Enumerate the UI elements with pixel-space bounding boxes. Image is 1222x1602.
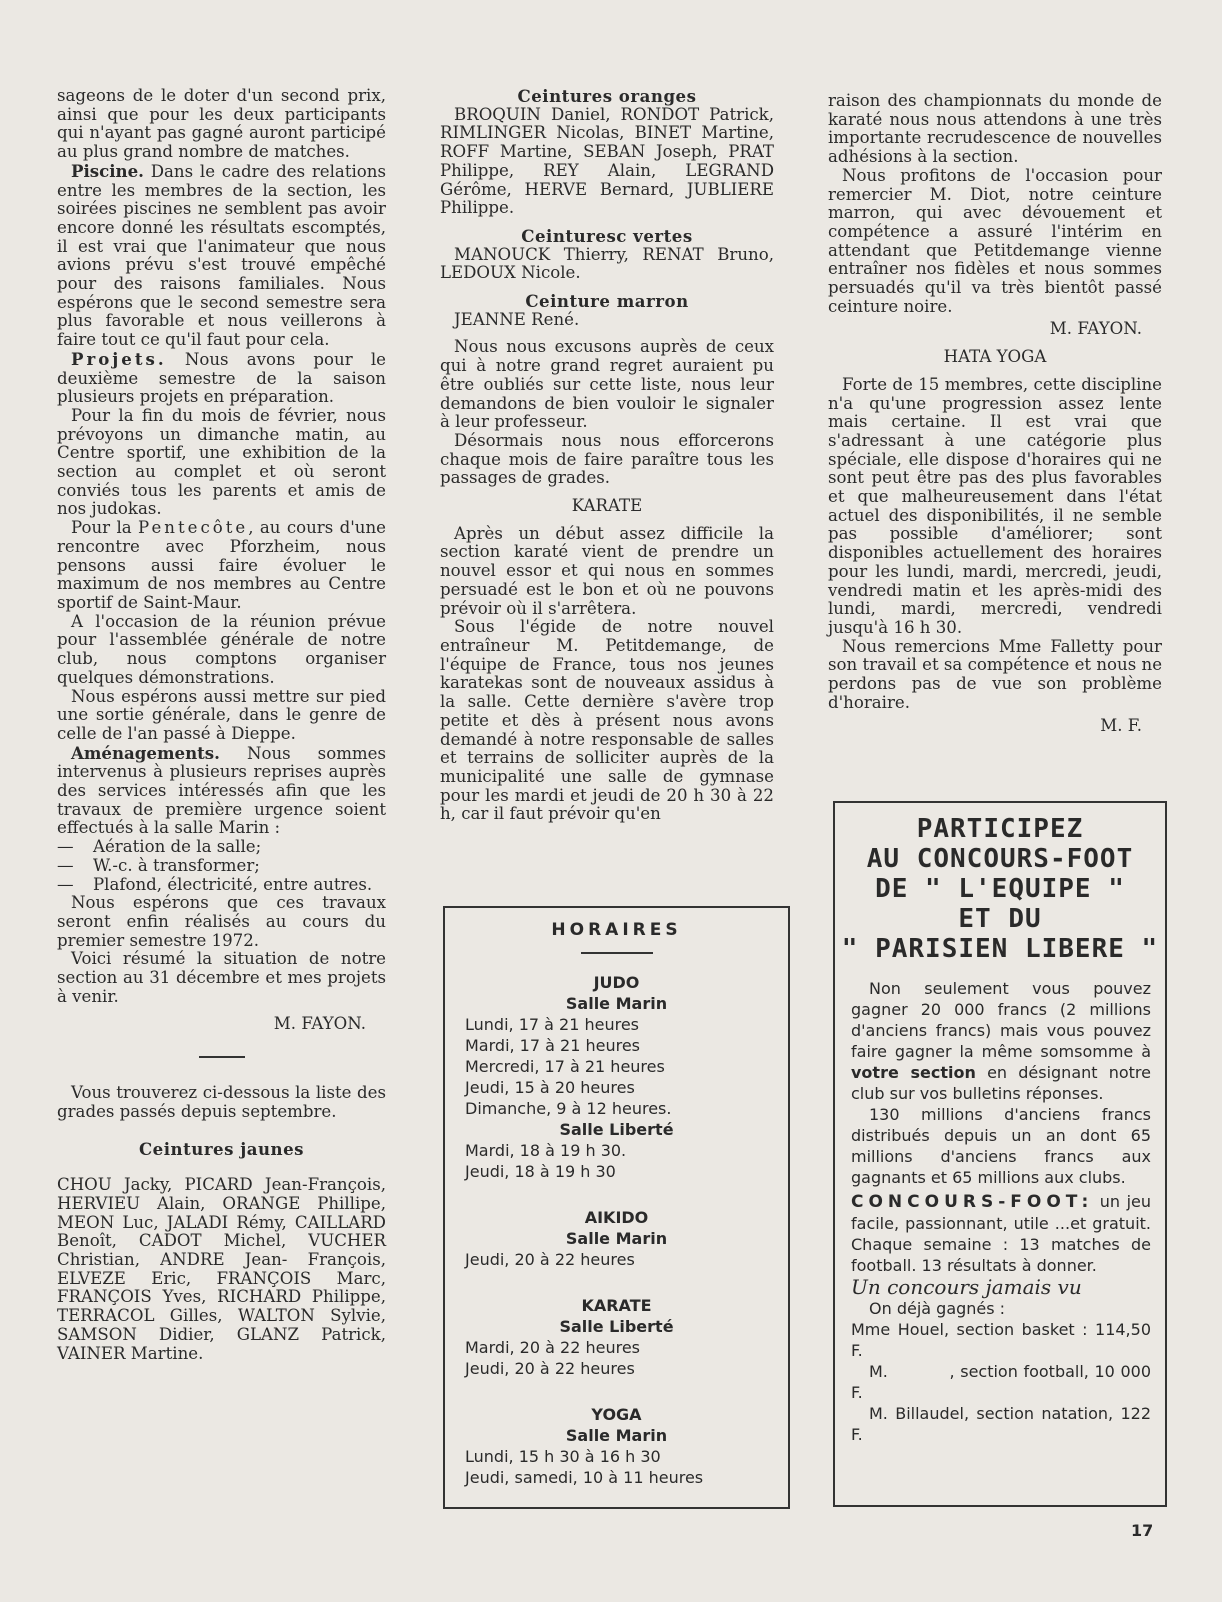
headline-line: PARTICIPEZ xyxy=(916,814,1084,844)
names-ceintures-jaunes: CHOU Jacky, PICARD Jean-François, HERVIEU Alain, ORANGE Phillipe, MEON Luc, JALADI Rémy, CAILLARD Benoît, CADOT Michel, VUCHER Christian, ANDRE Jean- François, ELVEZE Eric, FRANÇOIS Marc, FRANÇOIS Yves, RICHARD Philippe, TERRACOL Gilles, WALTON Sylvie, SAMSON Didier, GLANZ Patrick, VAINER Martine. xyxy=(57,1175,386,1363)
salle-name: Salle Liberté xyxy=(559,1120,674,1139)
winner-line: M. , section football, 10 000 F. xyxy=(851,1362,1157,1402)
signature: M. FAYON. xyxy=(273,1014,366,1034)
paragraph: Forte de 15 membres, cette discipline n'a qu'une progression assez lente mais certaine. Il est vrai que s'adressant à une catégorie plus spéciale, elle dispose d'horaires qui ne sont peut être pas des plus favorables et que malheureusement dans l'état actuel des disponibilités, il ne semble pas possible d'améliorer; sont disponibles actuellement des horaires pour les lundi, mardi, mercredi, jeudi, vendredi matin et les après-midi des lundi, mardi, mercredi, vendredi jusqu'à 16 h 30. xyxy=(828,374,1162,637)
section-title: JUDO xyxy=(593,973,640,992)
list-item: — Plafond, électricité, entre autres. xyxy=(57,874,373,894)
page-number: 17 xyxy=(1131,1521,1154,1540)
winner-line: M. Billaudel, section natation, 122 F. xyxy=(851,1404,1151,1444)
paragraph: On déjà gagnés : xyxy=(869,1299,1006,1318)
paragraph: Nous remercions Mme Falletty pour son travail et sa compétence et nous ne perdons pas de vue son problème d'horaire. xyxy=(828,636,1163,712)
paragraph: Nous espérons que ces travaux seront enfin réalisés au cours du premier semestre 1972. xyxy=(57,893,386,950)
schedule-line: Lundi, 17 à 21 heures xyxy=(465,1015,639,1034)
paragraph-piscine xyxy=(57,162,386,350)
paragraph: 130 millions d'anciens francs distribués depuis un an dont 65 millions d'anciens francs aux gagnants et 65 millions aux clubs. xyxy=(851,1105,1151,1187)
paragraph: Voici résumé la situation de notre section au 31 décembre et mes projets à venir. xyxy=(57,949,386,1006)
salle-name: Salle Marin xyxy=(565,994,668,1013)
separator xyxy=(199,1056,245,1058)
list-item: — W.-c. à transformer; xyxy=(57,855,260,875)
column-1 xyxy=(57,87,386,1363)
text: , au cours d'une rencontre avec Pforzheim, nous pensons aussi faire évoluer le maximum de nos membres au Centre sportif de Saint-Maur. xyxy=(57,518,386,612)
text: Nous sommes intervenus à plusieurs reprises auprès des services intéressés afin que les travaux de première urgence soient effectués à la salle Marin : xyxy=(57,743,386,838)
paragraph: Désormais nous nous efforcerons chaque mois de faire paraître tous les passages de grades. xyxy=(440,430,774,488)
section-title: KARATE xyxy=(581,1296,652,1315)
list-item: — Aération de la salle; xyxy=(57,837,262,857)
paragraph: raison des championnats du monde de karaté nous nous attendons à une très importante recrudescence de nouvelles adhésions à la section. xyxy=(828,91,1162,167)
column-2 xyxy=(440,87,774,824)
paragraph-pentecote xyxy=(57,519,386,613)
paragraph: Nous nous excusons auprès de ceux qui à notre grand regret auraient pu être oubliés sur cette liste, nous leur demandons de bien vouloir le signaler à leur professeur. xyxy=(440,337,774,432)
text-bold: votre section xyxy=(851,1063,976,1082)
text: W.-c. à transformer; xyxy=(93,855,260,875)
label-concours-foot: CONCOURS-FOOT: xyxy=(851,1192,1094,1212)
label-amenagements: Aménagements. xyxy=(71,742,220,763)
signature: M. FAYON. xyxy=(1049,319,1142,339)
schedule-line: Jeudi, 20 à 22 heures xyxy=(465,1250,635,1269)
paragraph xyxy=(851,978,1151,1104)
schedule-line: Jeudi, 20 à 22 heures xyxy=(465,1359,635,1378)
paragraph: A l'occasion de la réunion prévue pour l'assemblée générale de notre club, nous comptons organiser quelques démonstrations. xyxy=(57,611,386,687)
text: Dans le cadre des relations entre les membres de la section, les soirées piscines ne semblent pas avoir encore donné les résultats escomptés, il est vrai que l'animateur que nous avions prévu s'est trouvé empêché pour des raisons familiales. Nous espérons que le second semestre sera plus favorable et nous veillerons à faire tout ce qu'il faut pour cela. xyxy=(57,161,386,350)
paragraph: Sous l'égide de notre nouvel entraîneur M. Petitdemange, de l'équipe de France, tous nos jeunes karatekas sont de nouveaux assidus à la salle. Cette dernière s'avère trop petite et dès à présent nous avons demandé à notre responsable de salles et terrains de solliciter auprès de la municipalité une salle de gymnase pour les mardi et jeudi de 20 h 30 à 22 h, car il faut prévoir qu'en xyxy=(440,617,774,824)
concours-tagline: Un concours jamais vu xyxy=(851,1275,1082,1299)
label-projets: Projets. xyxy=(71,348,167,369)
heading-ceintures-oranges: Ceintures oranges xyxy=(517,86,697,106)
heading-ceinture-marron: Ceinture marron xyxy=(525,291,689,312)
headline-line: AU CONCOURS-FOOT xyxy=(866,844,1134,874)
paragraph: Vous trouverez ci-dessous la liste des grades passés depuis septembre. xyxy=(57,1083,386,1121)
paragraph: Nous espérons aussi mettre sur pied une sortie générale, dans le genre de celle de l'an passé à Dieppe. xyxy=(57,686,386,743)
salle-name: Salle Marin xyxy=(565,1229,668,1248)
text: Non seulement vous pouvez gagner 20 000 francs (2 millions d'anciens francs) mais vous pouvez faire gagner la même somsomme à xyxy=(851,979,1151,1061)
schedule-line: Lundi, 15 h 30 à 16 h 30 xyxy=(465,1447,661,1466)
schedule-line: Mardi, 18 à 19 h 30. xyxy=(465,1141,627,1160)
text: Pour la xyxy=(71,518,139,538)
text: un jeu facile, passionnant, utile ...et gratuit. Chaque semaine : 13 matches de football. 13 résultats à donner. xyxy=(851,1192,1151,1275)
paragraph-projets xyxy=(57,350,386,407)
schedule-line: Mardi, 17 à 21 heures xyxy=(465,1036,640,1055)
column-3 xyxy=(828,92,1162,735)
heading-ceintures-vertes: Ceinturesc vertes xyxy=(521,225,693,246)
section-title: AIKIDO xyxy=(584,1208,649,1227)
schedule-line: Mercredi, 17 à 21 heures xyxy=(465,1057,665,1076)
text: Aération de la salle; xyxy=(93,837,262,857)
salle-name: Salle Marin xyxy=(565,1426,668,1445)
horaires-title: HORAIRES xyxy=(551,920,682,940)
heading-hata-yoga: HATA YOGA xyxy=(943,347,1047,367)
paragraph: Nous profitons de l'occasion pour remercier M. Diot, notre ceinture marron, qui avec dévouement et compétence a assuré l'intérim en attendant que Petitdemange vienne entraîner nos fidèles et nous sommes persuadés qu'il va très bientôt passé ceinture noire. xyxy=(828,165,1162,316)
concours-text xyxy=(835,978,1165,1445)
names-ceintures-vertes: MANOUCK Thierry, RENAT Bruno, LEDOUX Nicole. xyxy=(440,244,774,283)
title-underline xyxy=(581,952,653,954)
winner-line: Mme Houel, section basket : 114,50 F. xyxy=(851,1320,1151,1360)
paragraph: sageons de le doter d'un second prix, ainsi que pour les deux participants qui n'ayant pas gagné auront participé au plus grand nombre de matches. xyxy=(57,86,386,162)
headline-line: DE " L'EQUIPE " xyxy=(875,874,1125,904)
text: Nous avons pour le deuxième semestre de la saison plusieurs projets en préparation. xyxy=(57,349,386,407)
schedule-line: Jeudi, 15 à 20 heures xyxy=(465,1078,635,1097)
paragraph xyxy=(851,1191,1151,1276)
horaires-box xyxy=(443,906,790,1509)
salle-name: Salle Liberté xyxy=(559,1317,674,1336)
signature: M. F. xyxy=(1100,715,1142,735)
label-piscine: Piscine. xyxy=(71,160,144,181)
schedule-line: Jeudi, 18 à 19 h 30 xyxy=(465,1162,616,1181)
section-title: YOGA xyxy=(591,1405,642,1424)
text: Plafond, électricité, entre autres. xyxy=(93,874,373,894)
concours-foot-box xyxy=(833,801,1167,1507)
headline-line: " PARISIEN LIBERE " xyxy=(841,934,1159,964)
text: en désignant notre club sur vos bulletins réponses. xyxy=(851,1063,1152,1103)
schedule-line: Jeudi, samedi, 10 à 11 heures xyxy=(465,1468,704,1487)
paragraph: Pour la fin du mois de février, nous prévoyons un dimanche matin, au Centre sportif, une exhibition de la section au complet et où seront conviés tous les parents et amis de nos judokas. xyxy=(57,405,386,519)
names-ceintures-oranges: BROQUIN Daniel, RONDOT Patrick, RIMLINGER Nicolas, BINET Martine, ROFF Martine, SEBAN Joseph, PRAT Philippe, REY Alain, LEGRAND Gérôme, HERVE Bernard, JUBLIERE Philippe. xyxy=(440,104,774,218)
paragraph-amenagements xyxy=(57,744,386,839)
heading-karate: KARATE xyxy=(571,496,643,516)
names-ceinture-marron: JEANNE René. xyxy=(454,309,580,329)
heading-ceintures-jaunes: Ceintures jaunes xyxy=(138,1138,305,1159)
text: Pentecôte xyxy=(138,518,249,538)
headline-line: ET DU xyxy=(958,904,1042,934)
schedule-line: Dimanche, 9 à 12 heures. xyxy=(465,1099,672,1118)
schedule-line: Mardi, 20 à 22 heures xyxy=(465,1338,640,1357)
paragraph: Après un début assez difficile la section karaté vient de prendre un nouvel essor et qui nous en sommes persuadé est le bon et où ne pouvons prévoir où il s'arrêtera. xyxy=(440,523,774,618)
